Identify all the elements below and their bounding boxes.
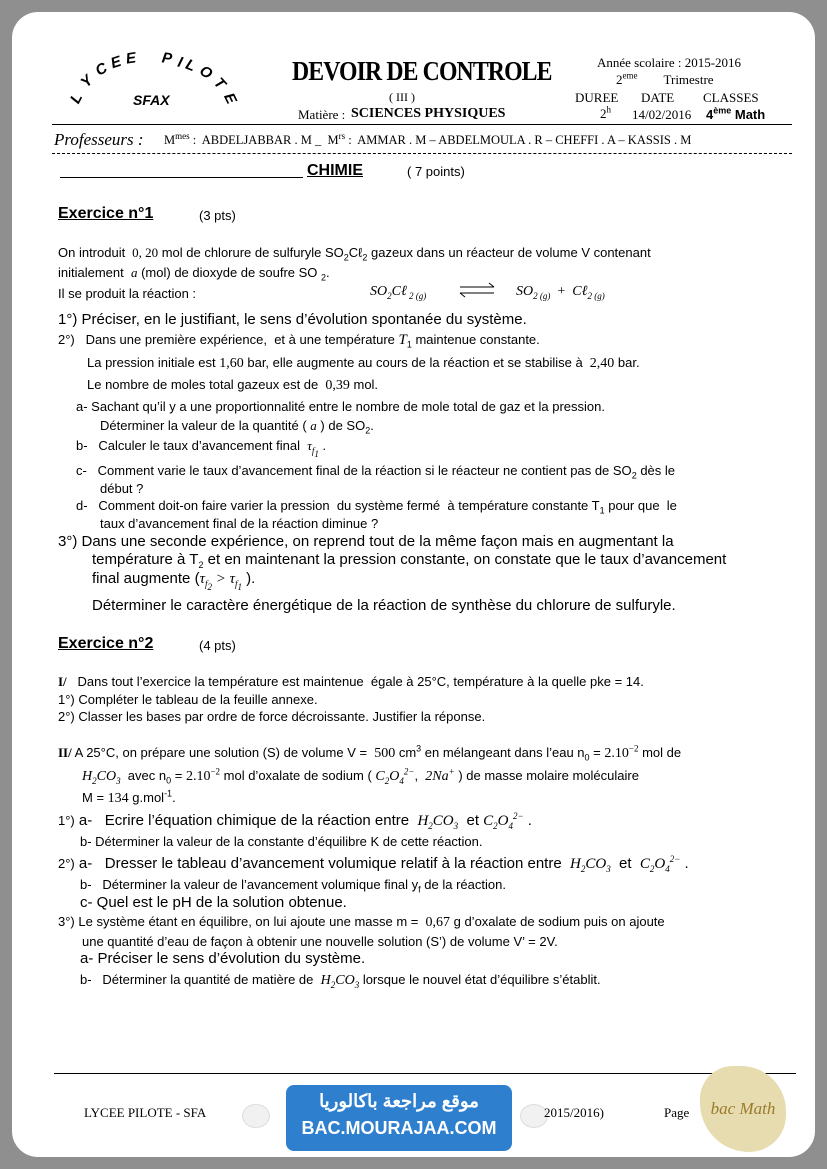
ex2-ii2c: c- Quel est le pH de la solution obtenue. bbox=[80, 894, 347, 911]
subject: SCIENCES PHYSIQUES bbox=[351, 106, 506, 121]
ex1-q2-d2: taux d’avancement final de la réaction diminue ? bbox=[100, 516, 379, 531]
ex2-ii3-2: une quantité d’eau de façon à obtenir une nouvelle solution (S’) de volume V’ = 2V. bbox=[82, 934, 558, 949]
ex1-q2: 2°) Dans une première expérience, et à une température $T_1$ maintenue constante. bbox=[58, 332, 540, 350]
school-year: Année scolaire : 2015-2016 bbox=[597, 55, 742, 70]
ex2-ii2b: b- Déterminer la valeur de l’avancement volumique final $y_f$ de la réaction. bbox=[80, 877, 506, 895]
ex1-q2-b: b- Calculer le taux d’avancement final $\tau_{f_1}$ . bbox=[76, 438, 327, 459]
logo-letter: Y bbox=[77, 71, 97, 92]
logo-letter: L bbox=[183, 55, 199, 76]
date-label: DATE bbox=[641, 90, 675, 105]
ex1-q3-2: température à $T_2$ et en maintenant la pression constante, on constate que le taux d’avancement bbox=[92, 551, 727, 570]
ex2-part-ii-2: $H_2CO_3$ avec $n_0 = 2.10^{-2}$ mol d’oxalate de sodium ( $C_2O_4^{2-}$, 2Na+ ) de masse molaire moléculaire bbox=[82, 766, 639, 786]
reaction-equation: $SO_2C\ell$ $_{2 (g)}$ bbox=[370, 284, 427, 301]
ex2-ii2a: 2°) a- Dresser le tableau d’avancement volumique relatif à la réaction entre $H_2CO_3$ et $C_2O_4^{2-}$ . bbox=[58, 854, 689, 874]
logo-letter: E bbox=[108, 52, 124, 73]
exam-title: DEVOIR DE CONTROLE bbox=[292, 56, 552, 86]
footer-rule bbox=[54, 1073, 796, 1074]
ex2-points: (4 pts) bbox=[199, 638, 236, 653]
exam-number: ( III ) bbox=[389, 90, 415, 104]
ex1-q3-3: final augmente ($\tau_{f_2} > \tau_{f_1}$ ). bbox=[92, 570, 256, 592]
chimie-title: CHIMIE bbox=[307, 162, 363, 179]
ex1-q2-p1: La pression initiale est 1,60 bar, elle augmente au cours de la réaction et se stabilise à 2,40 bar. bbox=[87, 355, 640, 371]
watermark-banner[interactable] bbox=[286, 1085, 512, 1151]
logo-letter: E bbox=[220, 90, 240, 107]
ex1-q2-c2: début ? bbox=[100, 481, 144, 496]
logo-letter: E bbox=[124, 49, 138, 68]
logo-letter: T bbox=[210, 74, 229, 93]
ex1-q2-c1: c- Comment varie le taux d’avancement final de la réaction si le réacteur ne contient pas de $SO_2$ dès le bbox=[76, 463, 676, 481]
partner-logo-icon bbox=[242, 1104, 270, 1128]
ex2-title: Exercice n°2 bbox=[58, 635, 154, 652]
ex2-ii1b: b- Déterminer la valeur de la constante d’équilibre K de cette réaction. bbox=[80, 834, 483, 849]
logo-letter: L bbox=[66, 90, 87, 107]
header-rule bbox=[52, 124, 792, 125]
class-value: 4ème Math bbox=[706, 105, 766, 122]
ex2-ii1a: 1°) a- Ecrire l’équation chimique de la réaction entre $H_2CO_3$ et $C_2O_4^{2-}$ . bbox=[58, 811, 532, 831]
date-value: 14/02/2016 bbox=[632, 107, 692, 122]
ex1-points: (3 pts) bbox=[199, 208, 236, 223]
equilibrium-arrows-icon bbox=[458, 282, 496, 298]
banner-arabic: موقع مراجعة باكالوريا bbox=[319, 1091, 479, 1111]
ex2-i2: 2°) Classer les bases par ordre de force décroissante. Justifier la réponse. bbox=[58, 709, 486, 724]
chimie-rule bbox=[60, 177, 303, 178]
footer-school: LYCEE PILOTE - SFA bbox=[84, 1105, 207, 1120]
bac-math-logo: bac Math bbox=[700, 1066, 786, 1152]
ex1-q1: 1°) Préciser, en le justifiant, le sens d’évolution spontanée du système. bbox=[58, 311, 527, 328]
ex1-intro-2: initialement a (mol) de dioxyde de soufre SO $_2$. bbox=[58, 265, 330, 283]
ex1-title: Exercice n°1 bbox=[58, 205, 154, 222]
ex2-part-i: I/ Dans tout l’exercice la température est maintenue égale à 25°C, température à la quelle pke = 14. bbox=[58, 674, 644, 689]
footer-page: Page bbox=[664, 1105, 690, 1120]
professors-rule bbox=[52, 153, 792, 155]
ex1-q2-a1: a- Sachant qu’il y a une proportionnalité entre le nombre de mole total de gaz et la pression. bbox=[76, 399, 605, 414]
chimie-points: ( 7 points) bbox=[407, 164, 465, 179]
logo-letter: C bbox=[92, 59, 111, 80]
ex2-part-ii-3: M = 134 g.mol$^{-1}$. bbox=[82, 788, 176, 806]
ex1-q2-a2: Déterminer la valeur de la quantité ( a ) de $SO_2$. bbox=[100, 418, 374, 436]
trimester: 2eme Trimestre bbox=[616, 70, 714, 87]
logo-letter: O bbox=[196, 62, 216, 83]
ex1-q3-1: 3°) Dans une seconde expérience, on reprend tout de la même façon mais en augmentant la bbox=[58, 533, 674, 550]
ex2-ii3b: b- Déterminer la quantité de matière de $H_2CO_3$ lorsque le nouvel état d’équilibre s’établit. bbox=[80, 972, 601, 990]
ex2-ii3-1: 3°) Le système étant en équilibre, on lui ajoute une masse m = 0,67 g d’oxalate de sodium puis on ajoute bbox=[58, 914, 665, 930]
duration-label: DUREE bbox=[575, 90, 619, 105]
ex2-ii3a: a- Préciser le sens d’évolution du système. bbox=[80, 950, 366, 967]
duration-value: 2$^h$ bbox=[600, 104, 611, 121]
footer-year: 2015/2016) bbox=[544, 1105, 604, 1120]
ex1-q3-4: Déterminer le caractère énergétique de la réaction de synthèse du chlorure de sulfuryle. bbox=[92, 597, 676, 614]
ex2-i1: 1°) Compléter le tableau de la feuille annexe. bbox=[58, 692, 318, 707]
ex1-q2-d1: d- Comment doit-on faire varier la pression du système fermé à température constante $T_1$ pour que le bbox=[76, 498, 677, 516]
professors-list: $M^{mes}$ : ABDELJABBAR . M _ $M^{rs}$ : AMMAR . M – ABDELMOULA . R – CHEFFI . A – KASSIS . M bbox=[164, 130, 692, 147]
professors-label: Professeurs : bbox=[54, 130, 144, 149]
ex2-part-ii-1: II/ A 25°C, on prépare une solution (S) de volume V = 500 $cm^3$ en mélangeant dans l’eau $n_0 = 2.10^{-2}$ mol de bbox=[58, 743, 682, 763]
reaction-label: Il se produit la réaction : bbox=[58, 286, 197, 301]
logo-letter: I bbox=[175, 53, 185, 72]
exam-sheet bbox=[12, 12, 815, 1157]
subject-label: Matière : bbox=[298, 107, 346, 122]
logo-letter: P bbox=[160, 49, 174, 68]
ex1-intro-1: On introduit 0, 20 mol de chlorure de sulfuryle $SO_2C\ell_2$ gazeux dans un réacteur de volume V contenant bbox=[58, 245, 651, 263]
reaction-products: $SO_{2 (g)}$ + Cℓ$_{2 (g)}$ bbox=[516, 284, 605, 301]
classes-label: CLASSES bbox=[703, 90, 759, 105]
ex1-q2-p2: Le nombre de moles total gazeux est de 0,39 mol. bbox=[87, 377, 379, 393]
logo-city: SFAX bbox=[133, 92, 170, 108]
banner-url: BAC.MOURAJAA.COM bbox=[301, 1118, 497, 1138]
